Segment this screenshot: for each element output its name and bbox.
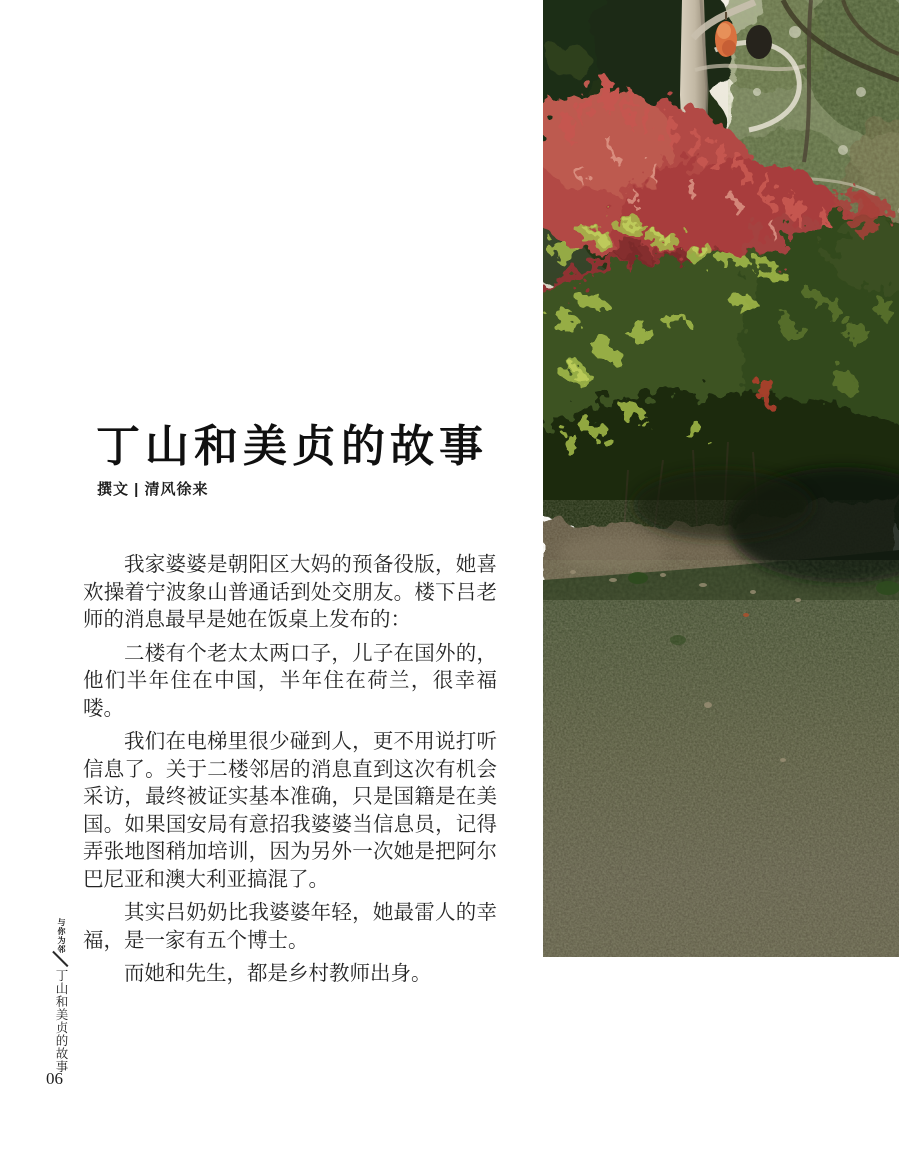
article-title: 丁山和美贞的故事 (96, 422, 488, 471)
article-paragraph: 我们在电梯里很少碰到人，更不用说打听信息了。关于二楼邻居的消息直到这次有机会采访，最终被证实基本准确，只是国籍是在美国。如果国安局有意招我婆婆当信息员，记得弄张地图稍加培训，因为另外一次她是把阿尔巴尼亚和澳大利亚搞混了。 (83, 731, 497, 891)
article-paragraph: 而她和先生，都是乡村教师出身。 (124, 963, 432, 985)
article-byline: 撰文 | 清风徐来 (97, 481, 209, 498)
spine-section-label: 与你为邻 (57, 918, 66, 954)
article-body (83, 552, 497, 995)
article-paragraph: 我家婆婆是朝阳区大妈的预备役版，她喜欢操着宁波象山普通话到处交朋友。楼下吕老师的消息最早是她在饭桌上发布的： (83, 554, 497, 631)
article-paragraph: 其实吕奶奶比我婆婆年轻，她最雷人的幸福，是一家有五个博士。 (83, 902, 497, 952)
page-number: 06 (46, 1069, 63, 1088)
garden-photo (543, 0, 899, 957)
spine-article-label: 丁山和美贞的故事 (54, 969, 68, 1073)
article-paragraph: 二楼有个老太太两口子，儿子在国外的，他们半年住在中国，半年住在荷兰，很幸福喽。 (83, 642, 497, 720)
